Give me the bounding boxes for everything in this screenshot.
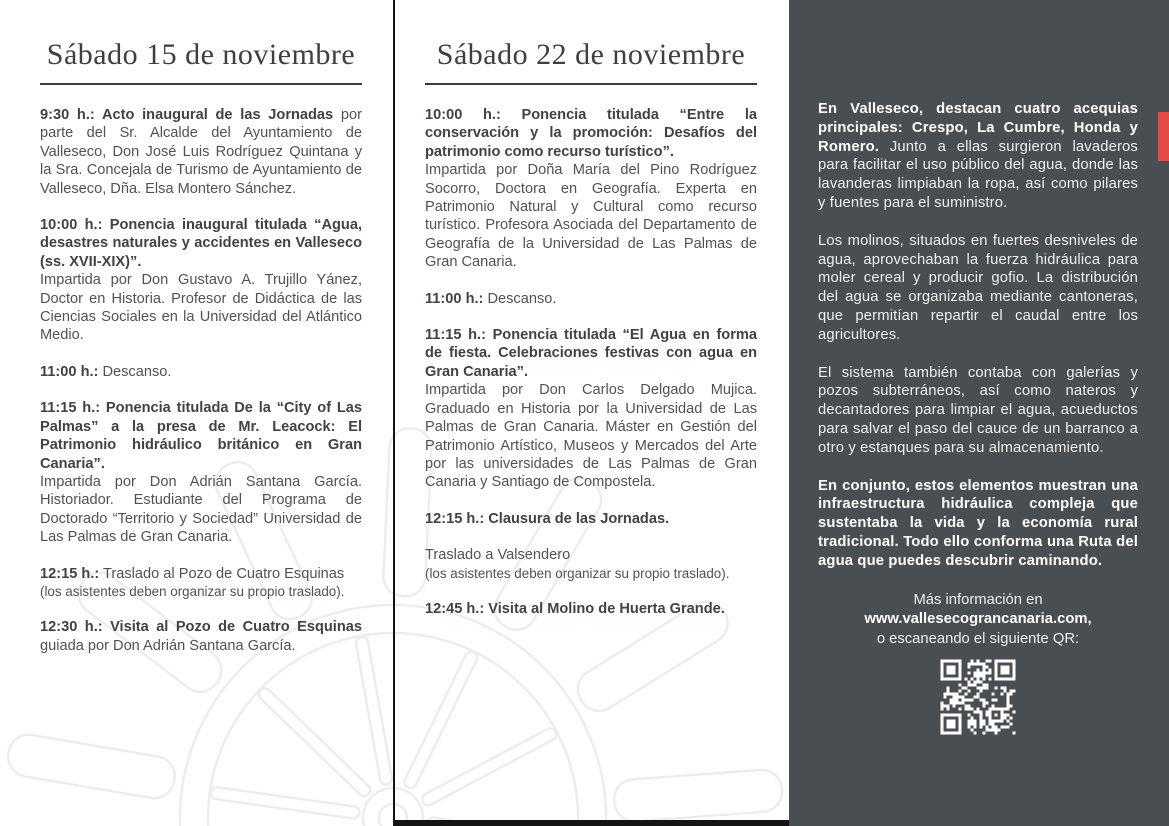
text-block	[425, 546, 757, 564]
bold-text: 10:00 h.: Ponencia titulada “Entre la conservación y la promoción: Desafíos del patrimonio como recurso turístico”.	[425, 107, 757, 160]
bold-text: En conjunto, estos elementos muestran una infraestructura hidráulica compleja que sustentaba la vida y la economía rural tradicional. Todo ello conforma una Ruta del agua que puedes descubrir caminando.	[818, 477, 1138, 569]
body-text: Descanso.	[98, 363, 172, 380]
qr-instruction-line: o escaneando el siguiente QR:	[876, 630, 1080, 647]
bold-text: 10:00 h.: Ponencia inaugural titulada “Agua, desastres naturales y accidentes en Valleseco (ss. XVII-XIX)”.	[40, 217, 362, 270]
bold-text: 11:15 h.: Ponencia titulada “El Agua en forma de fiesta. Celebraciones festivas con agua en Gran Canaria”.	[425, 327, 757, 380]
bold-text: 9:30 h.: Acto inaugural de las Jornadas	[40, 107, 334, 123]
text-block	[425, 600, 757, 618]
website-url: www.vallesecograncanaria.com,	[864, 611, 1092, 628]
text-block	[40, 363, 362, 381]
body-text: Los molinos, situados en fuertes desniveles de agua, aprovechaban la fuerza hidráulica para moler cereal y producir gofio. La distribución del agua se organizaba mediante cantoneras, que permitían repartir el caudal entre los agricultores.	[818, 232, 1138, 343]
day1-column	[40, 0, 362, 673]
day1-schedule-list	[40, 106, 362, 655]
day1-title-rule	[40, 83, 362, 85]
day1-title: Sábado 15 de noviembre	[46, 38, 356, 71]
schedule-item	[425, 326, 757, 492]
schedule-item	[40, 106, 362, 198]
schedule-item	[425, 510, 757, 528]
day2-title: Sábado 22 de noviembre	[436, 38, 746, 71]
schedule-item	[40, 216, 362, 345]
text-block	[818, 232, 1138, 345]
schedule-note	[40, 583, 362, 601]
bold-text: 12:45 h.: Visita al Molino de Huerta Grande.	[425, 601, 725, 618]
body-text: (los asistentes deben organizar su propio traslado).	[40, 583, 345, 599]
text-block	[425, 381, 757, 491]
column-divider-line	[393, 0, 395, 826]
body-text: Junto a ellas surgieron lavaderos para facilitar el uso público del agua, donde las lavanderas limpiaban la ropa, así como pilares y fuentes para el suministro.	[818, 138, 1138, 211]
schedule-item	[425, 546, 757, 582]
text-block	[818, 100, 1138, 213]
info-panel-text	[818, 100, 1138, 571]
body-text: Impartida por Don Carlos Delgado Mujica. Graduado en Historia por la Universidad de Las Palmas de Gran Canaria. Máster en Gestión del Patrimonio Artístico, Museos y Mercados del Arte por las universidades de Las Palmas de Gran Canaria y Santiago de Compostela.	[425, 382, 757, 491]
body-text: El sistema también contaba con galerías y pozos subterráneos, así como nateros y decantadores para limpiar el agua, acueductos para salvar el paso del cauce de un barranco a otro y estanques para su almacenamiento.	[818, 364, 1138, 456]
schedule-item	[425, 106, 757, 272]
body-text: Impartida por Don Adrián Santana García. Historiador. Estudiante del Programa de Doctorado “Territorio y Sociedad” Universidad de Las Palmas de Gran Canaria.	[40, 473, 362, 546]
schedule-item	[40, 399, 362, 546]
body-text: (los asistentes deben organizar su propio traslado).	[425, 565, 730, 581]
bottom-edge-bar	[393, 820, 789, 826]
text-block	[40, 271, 362, 345]
qr-code-wrap	[818, 658, 1138, 736]
schedule-item	[40, 618, 362, 655]
body-text: Impartida por Doña María del Pino Rodríguez Socorro, Doctora en Geografía. Experta en Patrimonio Natural y Cultural como recurso turístico. Profesora Asociada del Departamento de Geografía de la Universidad de Las Palmas de Gran Canaria.	[425, 162, 757, 271]
text-block	[425, 290, 757, 308]
text-block	[425, 510, 757, 528]
bold-text: 12:30 h.: Visita al Pozo de Cuatro Esquinas	[40, 619, 362, 636]
text-block	[818, 364, 1138, 458]
body-text: Traslado a Valsendero	[425, 547, 571, 564]
body-text: Traslado al Pozo de Cuatro Esquinas	[99, 565, 345, 582]
text-block	[40, 565, 362, 583]
bold-text: En Valleseco, destacan cuatro acequias principales: Crespo, La Cumbre, Honda y Romero.	[818, 101, 1138, 155]
day2-title-rule	[425, 83, 757, 85]
bold-text: 11:00 h.:	[40, 363, 99, 380]
info-panel	[789, 0, 1169, 826]
body-text: Descanso.	[483, 290, 557, 307]
text-block	[425, 161, 757, 271]
text-block	[40, 216, 362, 271]
day2-schedule-list	[425, 106, 757, 618]
bold-text: 12:15 h.: Clausura de las Jornadas.	[425, 510, 670, 527]
more-info-line: Más información en	[913, 591, 1043, 608]
text-block	[40, 106, 362, 198]
bold-text: 11:00 h.:	[425, 290, 484, 307]
schedule-note	[425, 565, 757, 583]
text-block	[425, 326, 757, 381]
schedule-item	[40, 565, 362, 601]
text-block	[40, 399, 362, 473]
body-text: guiada por Don Adrián Santana García.	[40, 637, 296, 654]
text-block	[818, 477, 1138, 571]
red-bookmark-tab	[1158, 112, 1169, 161]
text-block	[425, 106, 757, 161]
text-block	[40, 618, 362, 655]
text-block	[40, 473, 362, 547]
schedule-item	[425, 600, 757, 618]
schedule-item	[425, 290, 757, 308]
qr-code-icon	[939, 658, 1017, 736]
body-text: Impartida por Don Gustavo A. Trujillo Yánez, Doctor en Historia. Profesor de Didáctica de las Ciencias Sociales en la Universidad del Atlántico Medio.	[40, 272, 362, 344]
schedule-item	[40, 363, 362, 381]
bold-text: 11:15 h.: Ponencia titulada De la “City of Las Palmas” a la presa de Mr. Leacock: El Patrimonio hidráulico británico en Gran Canaria”.	[40, 400, 362, 472]
day2-column	[425, 0, 757, 636]
bold-text: 12:15 h.:	[40, 565, 100, 582]
more-info-block	[818, 591, 1138, 650]
body-text: por parte del Sr. Alcalde del Ayuntamiento de Valleseco, Don José Luis Rodríguez Quintana y la Sra. Concejala de Turismo de Ayuntamiento de Valleseco, Dña. Elsa Montero Sánchez.	[40, 107, 362, 197]
